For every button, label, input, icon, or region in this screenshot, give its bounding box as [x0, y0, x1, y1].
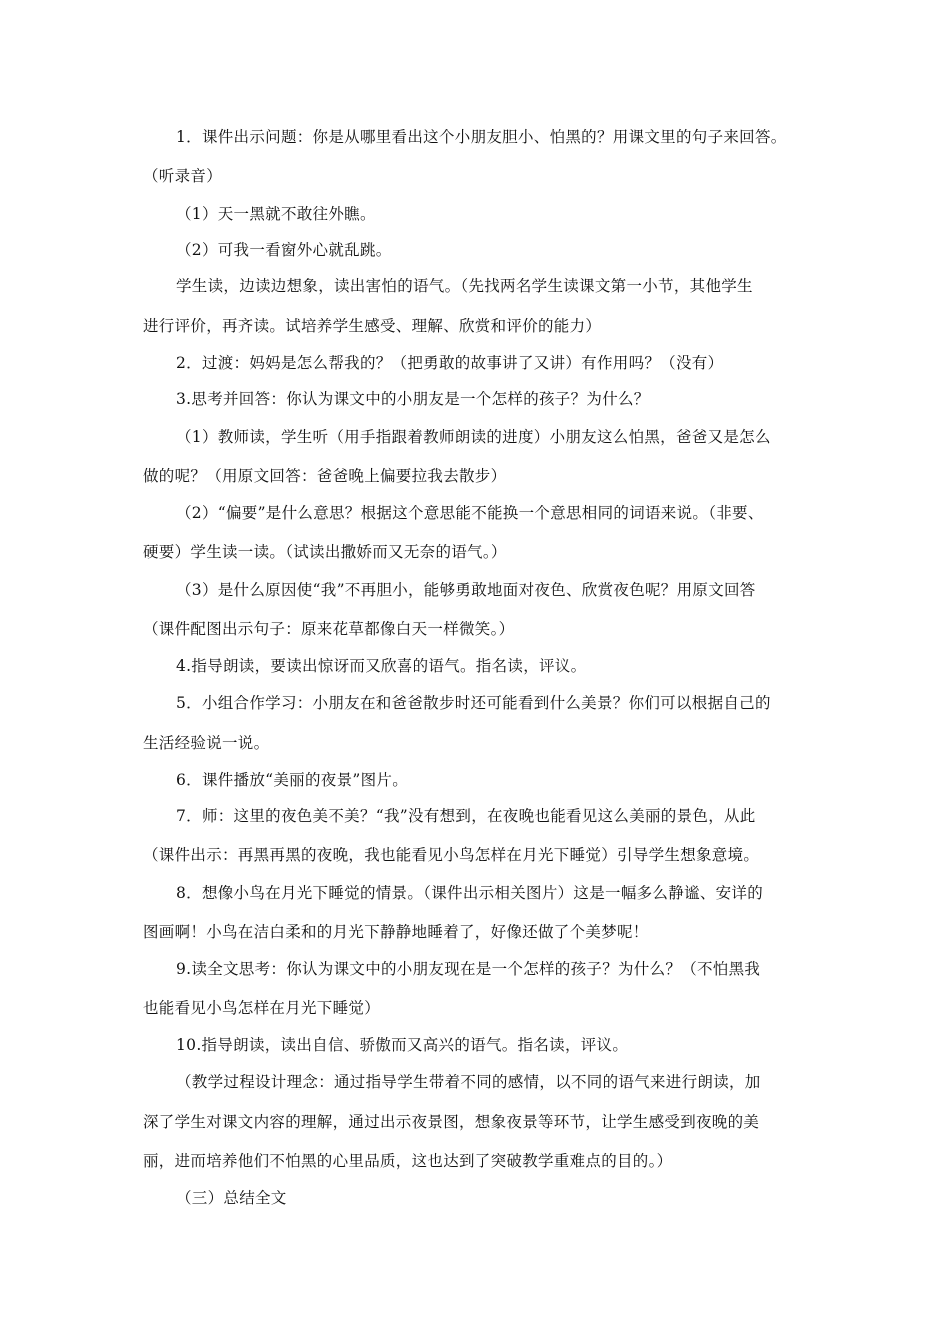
paragraph-line: （课件配图出示句子：原来花草都像白天一样微笑。）	[143, 620, 515, 638]
paragraph-line: 6．课件播放“美丽的夜景”图片。	[176, 771, 409, 789]
paragraph-line: 4.指导朗读，要读出惊讶而又欣喜的语气。指名读，评议。	[176, 657, 587, 675]
paragraph-line: 也能看见小鸟怎样在月光下睡觉）	[143, 999, 381, 1017]
paragraph-line: 2．过渡：妈妈是怎么帮我的？（把勇敢的故事讲了又讲）有作用吗？（没有）	[176, 354, 724, 372]
paragraph-line: 图画啊！小鸟在洁白柔和的月光下静静地睡着了，好像还做了个美梦呢！	[143, 923, 649, 941]
paragraph-line: （教学过程设计理念：通过指导学生带着不同的感情，以不同的语气来进行朗读，加	[176, 1073, 761, 1091]
paragraph-line: 生活经验说一说。	[143, 734, 270, 752]
paragraph-line: 5．小组合作学习：小朋友在和爸爸散步时还可能看到什么美景？你们可以根据自己的	[176, 694, 771, 712]
paragraph-line: （1）教师读，学生听（用手指跟着教师朗读的进度）小朋友这么怕黑，爸爸又是怎么	[176, 428, 771, 446]
section-heading: （三）总结全文	[176, 1189, 287, 1207]
paragraph-line: 3.思考并回答：你认为课文中的小朋友是一个怎样的孩子？为什么？	[176, 390, 650, 408]
paragraph-line: 丽，进而培养他们不怕黑的心里品质，这也达到了突破教学重难点的目的。）	[143, 1152, 673, 1170]
paragraph-line: （2）可我一看窗外心就乱跳。	[176, 241, 392, 259]
paragraph-line: 进行评价，再齐读。试培养学生感受、理解、欣赏和评价的能力）	[143, 317, 602, 335]
paragraph-line: 10.指导朗读，读出自信、骄傲而又高兴的语气。指名读，评议。	[176, 1036, 629, 1054]
paragraph-line: 1．课件出示问题：你是从哪里看出这个小朋友胆小、怕黑的？用课文里的句子来回答。	[176, 128, 787, 146]
paragraph-line: （2）“偏要”是什么意思？根据这个意思能不能换一个意思相同的词语来说。（非要、	[176, 504, 764, 522]
paragraph-line: （3）是什么原因使“我”不再胆小，能够勇敢地面对夜色、欣赏夜色呢？用原文回答	[176, 581, 756, 599]
paragraph-line: （听录音）	[143, 167, 223, 185]
paragraph-line: 硬要）学生读一读。（试读出撒娇而又无奈的语气。）	[143, 543, 507, 561]
paragraph-line: 9.读全文思考：你认为课文中的小朋友现在是一个怎样的孩子？为什么？（不怕黑我	[176, 960, 761, 978]
paragraph-line: 7．师：这里的夜色美不美？“我”没有想到，在夜晚也能看见这么美丽的景色，从此	[176, 807, 756, 825]
paragraph-line: （课件出示：再黑再黑的夜晚，我也能看见小鸟怎样在月光下睡觉）引导学生想象意境。	[143, 846, 760, 864]
paragraph-line: 8．想像小鸟在月光下睡觉的情景。（课件出示相关图片）这是一幅多么静谧、安详的	[176, 884, 764, 902]
paragraph-line: （1）天一黑就不敢往外瞧。	[176, 205, 376, 223]
paragraph-line: 做的呢？（用原文回答：爸爸晚上偏要拉我去散步）	[143, 467, 507, 485]
paragraph-line: 学生读，边读边想象，读出害怕的语气。（先找两名学生读课文第一小节，其他学生	[176, 277, 753, 295]
paragraph-line: 深了学生对课文内容的理解，通过出示夜景图，想象夜景等环节，让学生感受到夜晚的美	[143, 1113, 760, 1131]
